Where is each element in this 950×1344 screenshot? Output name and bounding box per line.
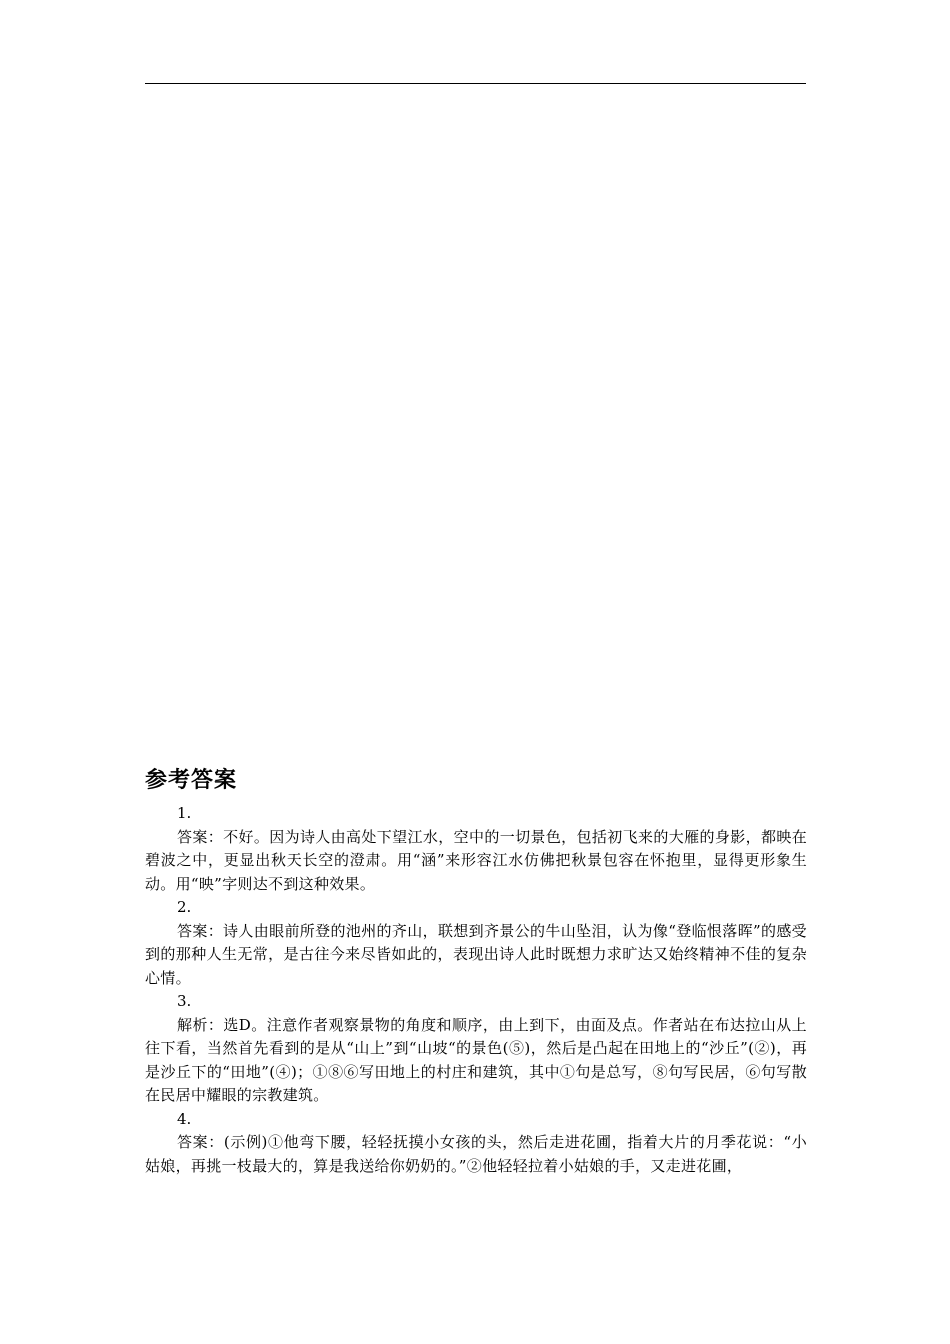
answer-section (145, 764, 807, 1178)
answer-item-1 (145, 802, 807, 896)
item-text: 答案：(示例)①他弯下腰，轻轻抚摸小女孩的头，然后走进花圃，指着大片的月季花说：“小姑娘，再挑一枝最大的，算是我送给你奶奶的。”②他轻轻拉着小姑娘的手，又走进花圃， (145, 1133, 807, 1175)
item-text: 答案：不好。因为诗人由高处下望江水，空中的一切景色，包括初飞来的大雁的身影，都映在碧波之中，更显出秋天长空的澄肃。用“涵”来形容江水仿佛把秋景包容在怀抱里，显得更形象生动。用“映”字则达不到这种效果。 (145, 827, 807, 893)
item-text: 答案：诗人由眼前所登的池州的齐山，联想到齐景公的牛山坠泪，认为像“登临恨落晖”的感受到的那种人生无常，是古往今来尽皆如此的，表现出诗人此时既想力求旷达又始终精神不佳的复杂心情。 (145, 921, 807, 987)
header-rule (145, 83, 806, 84)
item-number: 4. (177, 1109, 192, 1128)
section-title: 参考答案 (145, 768, 238, 793)
item-number: 2. (177, 898, 192, 916)
answer-item-2 (145, 896, 807, 990)
item-text: 解析：选D。注意作者观察景物的角度和顺序，由上到下，由面及点。作者站在布达拉山从上往下看，当然首先看到的是从“山上”到“山坡“的景色(⑤)，然后是凸起在田地上的“沙丘”(②)，再是沙丘下的“田地”(④)；①⑧⑥写田地上的村庄和建筑，其中①句是总写，⑧句写民居，⑥句写散在民居中耀眼的宗教建筑。 (145, 1015, 807, 1104)
answer-item-4 (145, 1108, 807, 1179)
item-number: 1. (177, 804, 192, 822)
item-number: 3. (177, 992, 192, 1010)
answer-item-3 (145, 990, 807, 1108)
